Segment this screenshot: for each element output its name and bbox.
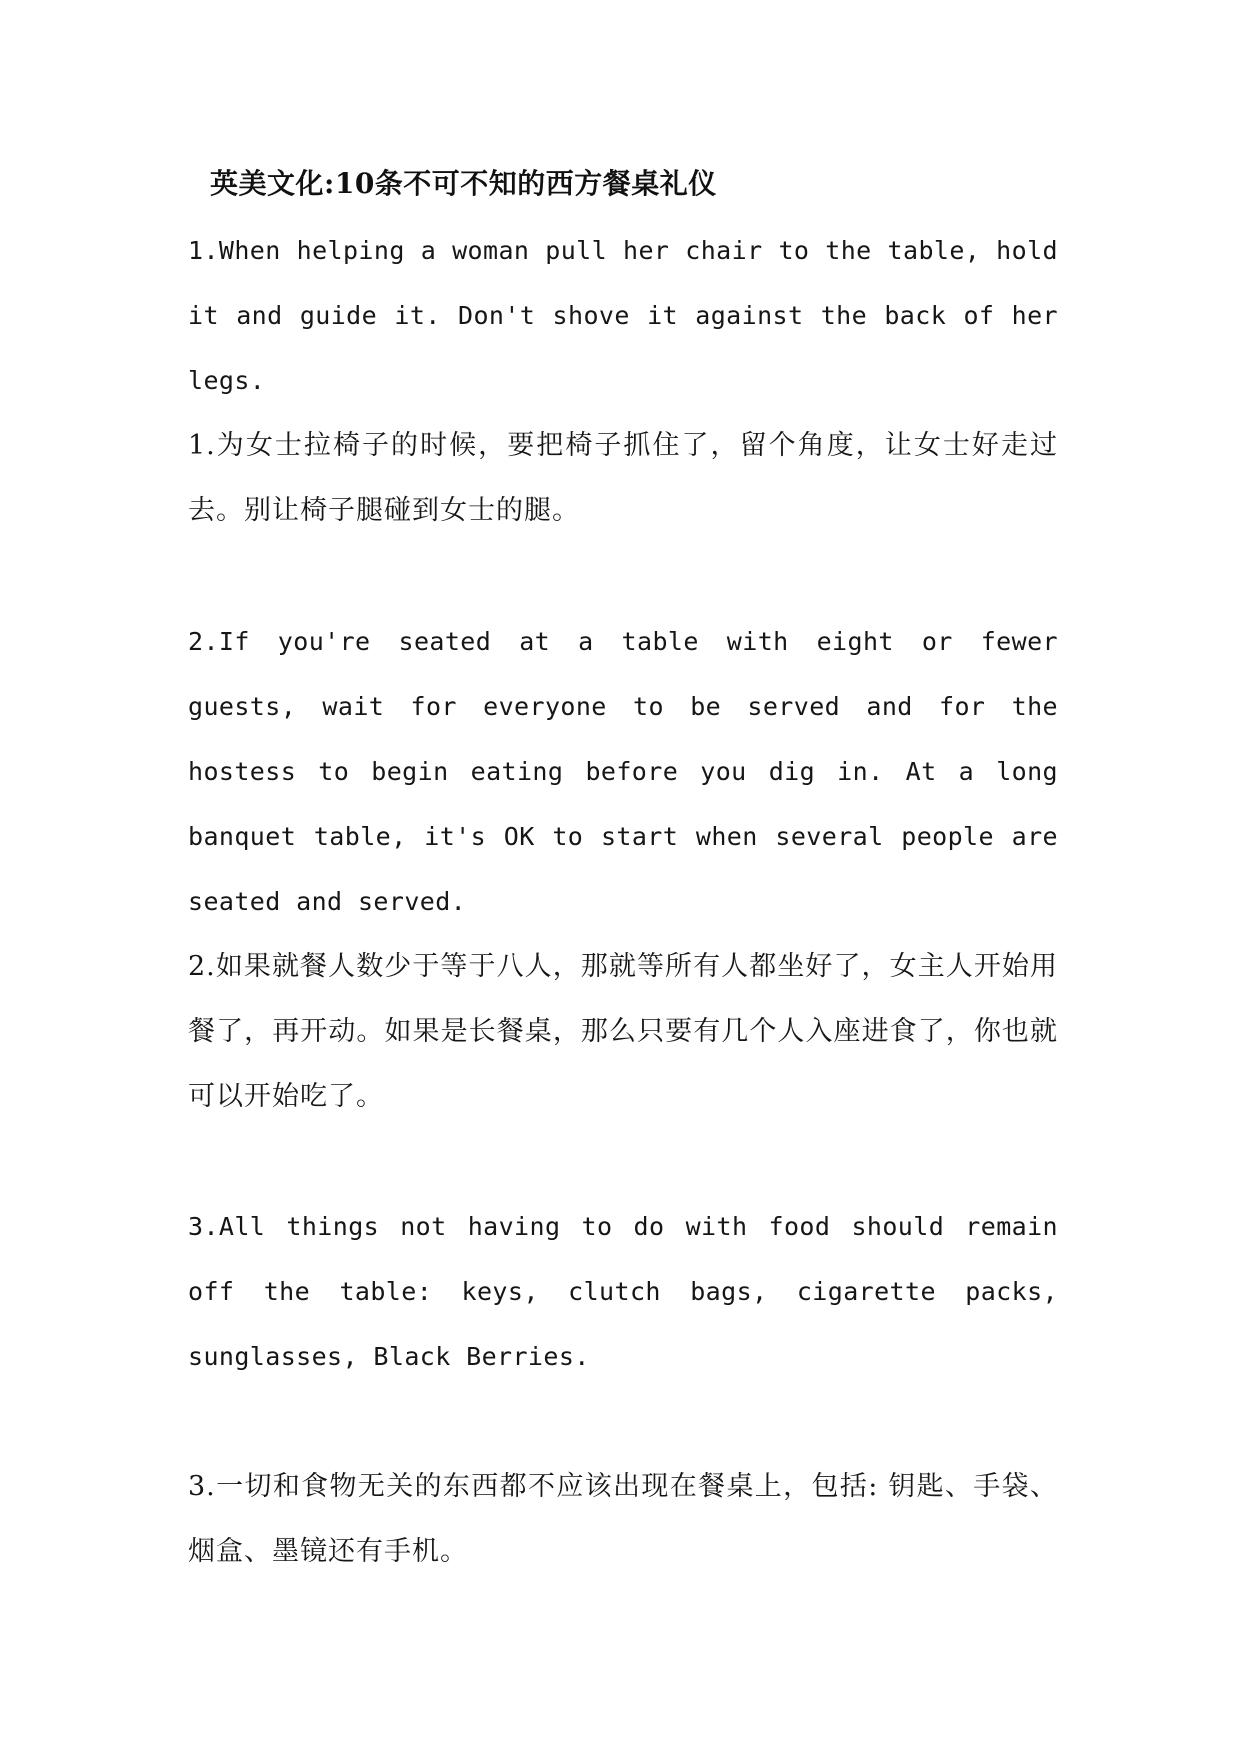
paragraph-1-chinese: 1.为女士拉椅子的时候，要把椅子抓住了，留个角度，让女士好走过去。别让椅子腿碰到女士的腿。	[188, 430, 1058, 526]
paragraph-3-english: 3.All things not having to do with food should remain off the table: keys, clutch bags, cigarette packs, sunglasses, Black Berries.	[188, 1212, 1058, 1371]
paragraph-1-english: 1.When helping a woman pull her chair to the table, hold it and guide it. Don't shove it against the back of her legs.	[188, 236, 1058, 395]
document-title: 英美文化:10条不可不知的西方餐桌礼仪	[210, 167, 717, 200]
paragraph-2-chinese: 2.如果就餐人数少于等于八人，那就等所有人都坐好了，女主人开始用餐了，再开动。如果是长餐桌，那么只要有几个人入座进食了，你也就可以开始吃了。	[188, 951, 1058, 1112]
paragraph-3-chinese: 3.一切和食物无关的东西都不应该出现在餐桌上，包括: 钥匙、手袋、烟盒、墨镜还有手机。	[188, 1471, 1058, 1567]
paragraph-2-english: 2.If you're seated at a table with eight or fewer guests, wait for everyone to be served and for the hostess to begin eating before you dig in. At a long banquet table, it's OK to start when several people are seated and served.	[188, 627, 1058, 916]
